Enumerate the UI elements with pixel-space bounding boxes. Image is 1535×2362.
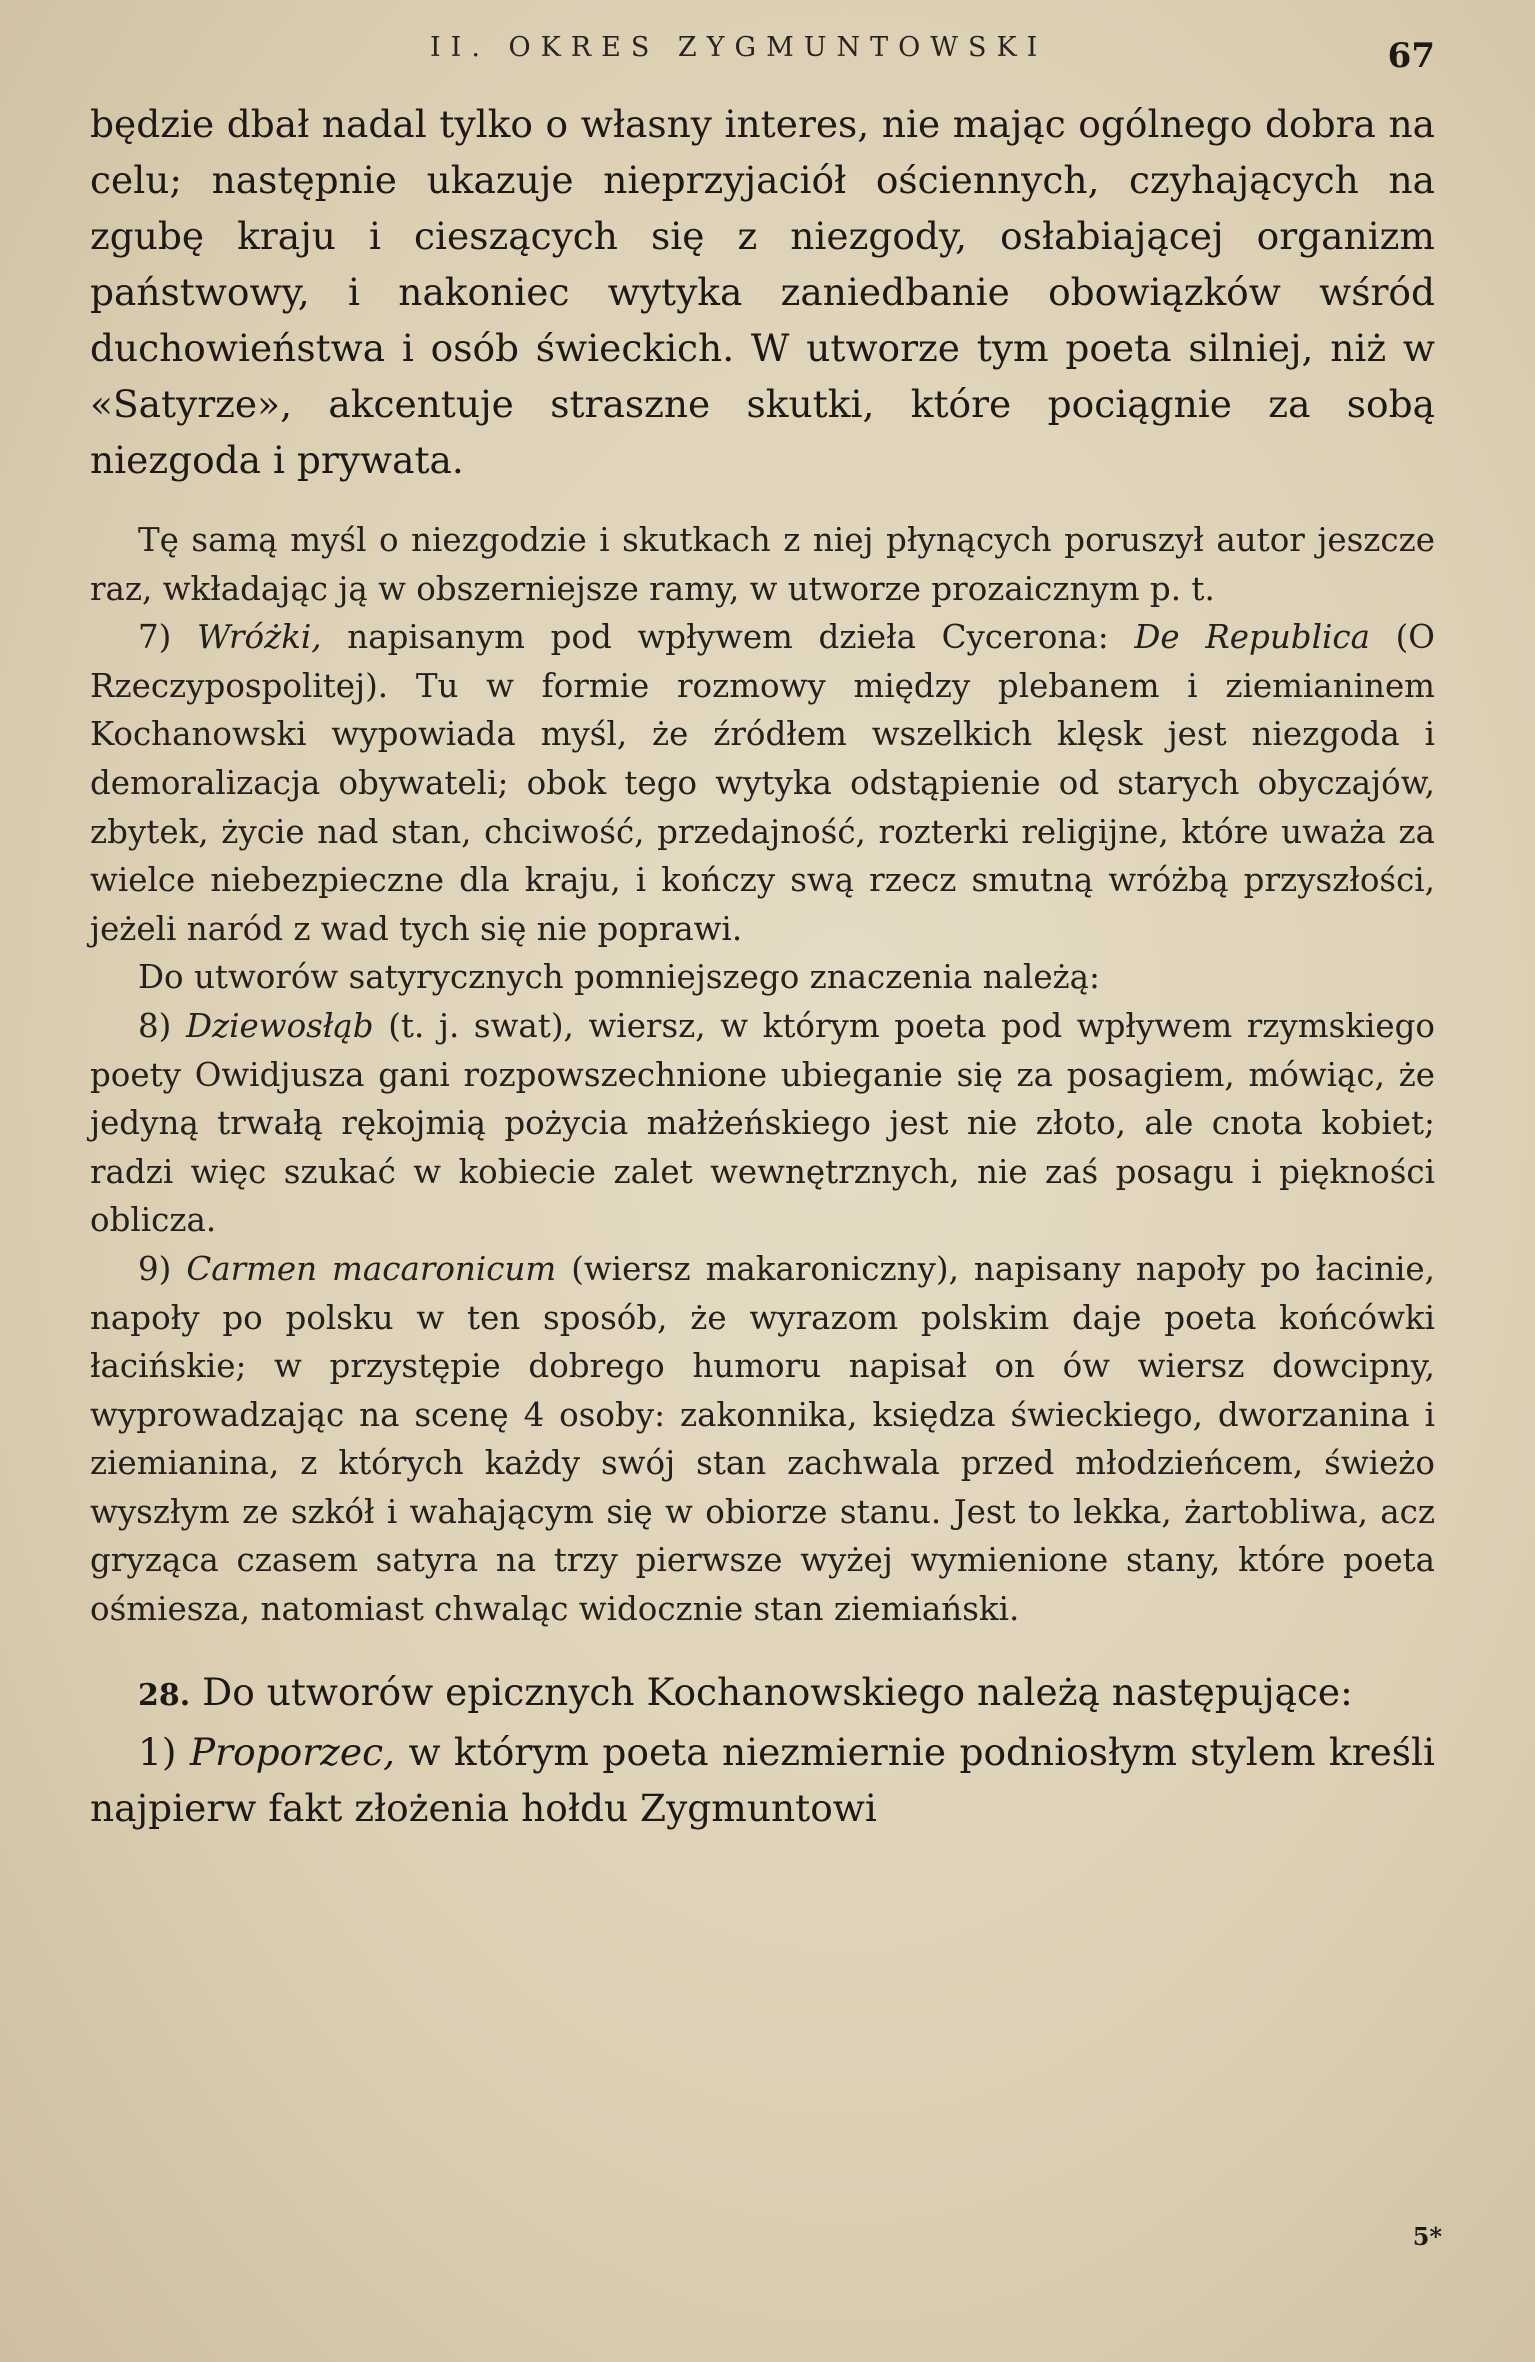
section-number: 28.	[138, 1677, 191, 1713]
work-title-latin: De Republica	[1134, 618, 1370, 657]
item-number: 8)	[138, 1006, 172, 1045]
work-title: Carmen macaronicum	[186, 1249, 557, 1288]
running-head	[90, 28, 1435, 78]
work-title: Dziewosłąb	[185, 1006, 374, 1045]
item-number: 7)	[138, 618, 172, 657]
item-number: 1)	[138, 1729, 177, 1774]
section-28	[90, 1664, 1435, 1724]
paragraph-text: w którym poeta niezmiernie podniosłym stylem kreśli najpierw fakt złożenia hołdu Zygmuntowi	[90, 1729, 1436, 1830]
paragraph-text: Do utworów epicznych Kochanowskiego należą następujące:	[202, 1669, 1353, 1714]
paragraph-proporzec	[90, 1724, 1435, 1836]
paragraph-carmen	[90, 1245, 1435, 1634]
paragraph-dziewoslab	[90, 1002, 1435, 1245]
page-number: 67	[1387, 36, 1435, 76]
paragraph-text: (t. j. swat), wiersz, w którym poeta pod wpływem rzymskiego poety Owidjusza gani rozpowszechnione ubieganie się za posagiem, mówiąc, że jedyną trwałą rękojmią pożycia małżeńskiego jest nie złoto, ale cnota kobiet; radzi więc szukać w kobiecie zalet wewnętrznych, nie zaś posagu i piękności oblicza.	[90, 1006, 1435, 1240]
paragraph-niezgoda: Tę samą myśl o niezgodzie i skutkach z niej płynących poruszył autor jeszcze raz, wkładając ją w obszerniejsze ramy, w utworze prozaicznym p. t.	[90, 521, 1435, 608]
work-title: Proporzec,	[189, 1729, 396, 1774]
body-text	[90, 96, 1435, 1836]
paragraph-text: (wiersz makaroniczny), napisany napoły po łacinie, napoły po polsku w ten sposób, że wyrazom polskim daje poeta końcówki łacińskie; w przystępie dobrego humoru napisał on ów wiersz dowcipny, wyprowadzając na scenę 4 osoby: zakonnika, księdza świeckiego, dworzanina i ziemianina, z których każdy swój stan zachwala przed młodzieńcem, świeżo wyszłym ze szkół i wahającym się w obiorze stanu. Jest to lekka, żartobliwa, acz gryząca czasem satyra na trzy pierwsze wyżej wymienione stany, które poeta ośmiesza, natomiast chwaląc widocznie stan ziemiański.	[90, 1249, 1435, 1629]
signature-mark: 5*	[1412, 2222, 1442, 2251]
running-title: II. OKRES ZYGMUNTOWSKI	[430, 32, 1048, 63]
work-title: Wróżki,	[197, 618, 322, 657]
paragraph-wrozki	[90, 613, 1435, 953]
paragraph-text: napisanym pod wpływem dzieła Cycerona:	[347, 618, 1109, 657]
item-number: 9)	[138, 1249, 172, 1288]
paragraph-intro-minor: Do utworów satyrycznych pomniejszego znaczenia należą:	[138, 958, 1101, 997]
paragraph-text: (O Rzeczypospolitej). Tu w formie rozmowy między plebanem i ziemianinem Kochanowski wypowiada myśl, że źródłem wszelkich klęsk jest niezgoda i demoralizacja obywateli; obok tego wytyka odstąpienie od starych obyczajów, zbytek, życie nad stan, chciwość, przedajność, rozterki religijne, które uważa za wielce niebezpieczne dla kraju, i kończy swą rzecz smutną wróżbą przyszłości, jeżeli naród z wad tych się nie poprawi.	[90, 618, 1435, 948]
paragraph-continuation: będzie dbał nadal tylko o własny interes, nie mając ogólnego dobra na celu; następnie ukazuje nieprzyjaciół ościennych, czyhających na zgubę kraju i cieszących się z niezgody, osłabiającej organizm państwowy, i nakoniec wytyka zaniedbanie obowiązków wśród duchowieństwa i osób świeckich. W utworze tym poeta silniej, niż w «Satyrze», akcentuje straszne skutki, które pociągnie za sobą niezgoda i prywata.	[90, 102, 1435, 482]
